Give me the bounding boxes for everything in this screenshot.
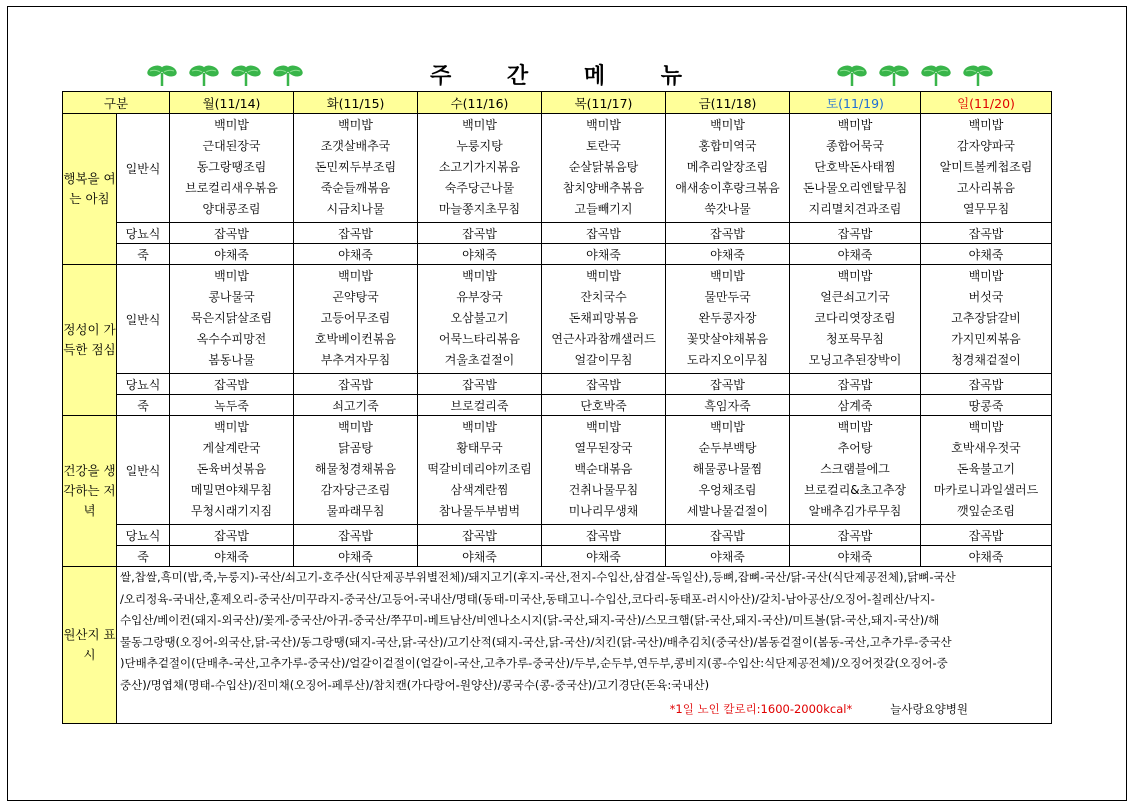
diabetic-cell: 잡곡밥 <box>921 374 1052 395</box>
menu-item-list <box>666 265 789 373</box>
menu-item: 곤약탕국 <box>332 290 379 304</box>
menu-item: 황태무국 <box>456 441 503 455</box>
menu-item: 백미밥 <box>837 269 873 283</box>
menu-item: 고등어무조림 <box>320 311 391 325</box>
porridge-cell: 녹두죽 <box>170 395 294 416</box>
menu-item: 돈나물오리엔탈무침 <box>802 181 908 195</box>
menu-cell <box>542 114 666 223</box>
porridge-row <box>63 395 1052 416</box>
menu-cell <box>921 265 1052 374</box>
menu-item-list <box>542 114 665 222</box>
menu-item-list <box>294 416 417 524</box>
menu-item: 순두부백탕 <box>698 441 757 455</box>
menu-item: 백미밥 <box>338 118 373 132</box>
menu-item: 오삼불고기 <box>450 311 509 325</box>
menu-cell <box>294 265 418 374</box>
diabetic-cell: 잡곡밥 <box>790 223 921 244</box>
menu-item: 죽순들깨볶음 <box>320 181 391 195</box>
sprout-icon <box>230 61 262 87</box>
origin-row <box>63 567 1052 724</box>
porridge-row <box>63 546 1052 567</box>
menu-item: 세발나물겉절이 <box>686 504 769 518</box>
menu-item: 돈육버섯볶음 <box>196 462 267 476</box>
diabetic-cell: 잡곡밥 <box>790 525 921 546</box>
menu-item-list <box>418 265 541 373</box>
menu-item: 겨울초겉절이 <box>444 353 515 367</box>
menu-item: 백미밥 <box>214 118 249 132</box>
menu-item: 양대콩조림 <box>202 202 261 216</box>
menu-cell <box>666 114 790 223</box>
meal-section-label: 행복을 여는 아침 <box>63 114 117 265</box>
menu-item: 백미밥 <box>586 118 621 132</box>
menu-item: 백미밥 <box>968 269 1004 283</box>
menu-item: 얼큰쇠고기국 <box>820 290 890 304</box>
menu-item: 어묵느타리볶음 <box>438 332 521 346</box>
menu-item: 청경채겉절이 <box>951 353 1021 367</box>
porridge-cell: 야채죽 <box>170 546 294 567</box>
menu-item: 백미밥 <box>338 269 373 283</box>
diabetic-cell: 잡곡밥 <box>542 374 666 395</box>
origin-line: 쌀,찹쌀,흑미(밥,죽,누룽지)-국산/쇠고기-호주산(식단제공부위별전체)/돼지고기(후지-국산,전지-수입산,삼겹살-독일산),등뼈,잡뼈-국산/닭-국산(식단제공전체),닭뼈-국산 <box>120 570 956 584</box>
menu-item: 물파래무침 <box>326 504 385 518</box>
diabetic-row <box>63 374 1052 395</box>
calorie-note: *1일 노인 칼로리:1600-2000kcal* <box>669 702 853 716</box>
diabetic-cell: 잡곡밥 <box>921 223 1052 244</box>
menu-item: 조갯살배추국 <box>320 139 391 153</box>
porridge-cell: 야채죽 <box>418 546 542 567</box>
menu-item: 참나물두부범벅 <box>438 504 521 518</box>
origin-line: 물동그랑땡(오징어-외국산,닭-국산)/동그랑땡(돼지-국산,닭-국산)/고기산적(돼지-국산,닭-국산)/치킨(닭-국산)/배추김치(중국산)/봄동겉절이(봄동-국산,고추가루-중국산 <box>120 634 952 649</box>
menu-item: 감자양파국 <box>957 139 1015 153</box>
menu-item: 단호박돈사태찜 <box>814 160 896 174</box>
menu-item: 우엉채조림 <box>698 483 757 497</box>
sprout-icon <box>878 61 910 87</box>
menu-cell <box>666 416 790 525</box>
diabetic-row <box>63 525 1052 546</box>
porridge-cell: 흑임자죽 <box>666 395 790 416</box>
header-day: 월(11/14) <box>170 92 294 114</box>
menu-item: 참치양배추볶음 <box>562 181 645 195</box>
menu-cell <box>542 416 666 525</box>
sprout-decoration-left <box>146 61 304 87</box>
menu-item: 봄동나물 <box>208 353 255 367</box>
menu-cell <box>294 114 418 223</box>
menu-cell <box>790 416 921 525</box>
origin-line: )단배추겉절이(단배추-국산,고추가루-중국산)/얼갈이겉절이(얼갈이-국산,고추가루-중국산)/두부,순두부,연두부,콩비지(콩-수입산:식단제공전체)/오징어젓갈(오징어-중 <box>120 656 948 670</box>
menu-item: 숙주당근나물 <box>444 181 515 195</box>
menu-item: 깻잎순조림 <box>957 504 1015 518</box>
menu-item: 해물콩나물찜 <box>692 462 763 476</box>
menu-item: 백미밥 <box>968 118 1004 132</box>
menu-item: 백미밥 <box>338 420 373 434</box>
porridge-row <box>63 244 1052 265</box>
menu-item: 홍합미역국 <box>698 139 757 153</box>
menu-item: 백미밥 <box>214 420 249 434</box>
porridge-cell: 야채죽 <box>542 546 666 567</box>
menu-item: 백미밥 <box>214 269 249 283</box>
diabetic-cell: 잡곡밥 <box>170 374 294 395</box>
sprout-icon <box>920 61 952 87</box>
porridge-cell: 삼계죽 <box>790 395 921 416</box>
diabetic-cell: 잡곡밥 <box>170 525 294 546</box>
porridge-cell: 야채죽 <box>666 546 790 567</box>
porridge-cell: 야채죽 <box>294 244 418 265</box>
menu-item: 감자당근조림 <box>320 483 391 497</box>
porridge-cell: 야채죽 <box>921 546 1052 567</box>
diabetic-cell: 잡곡밥 <box>418 525 542 546</box>
menu-item: 해물청경채볶음 <box>314 462 397 476</box>
menu-cell <box>921 114 1052 223</box>
meal-section-label: 정성이 가득한 점심 <box>63 265 117 416</box>
menu-item-list <box>542 265 665 373</box>
menu-item: 게살계란국 <box>202 441 261 455</box>
menu-item: 건취나물무침 <box>568 483 639 497</box>
menu-item: 시금치나물 <box>326 202 385 216</box>
header-day: 금(11/18) <box>666 92 790 114</box>
porridge-cell: 야채죽 <box>790 244 921 265</box>
menu-item: 소고기가지볶음 <box>438 160 521 174</box>
header-day: 일(11/20) <box>921 92 1052 114</box>
menu-cell <box>294 416 418 525</box>
origin-line: /오리정육-국내산,훈제오리-중국산/미꾸라지-중국산/고등어-국내산/명태(동태-미국산,동태고니-수입산,코다리-동태포-러시아산)/갈치-남아공산/오징어-칠레산/낙지- <box>120 591 935 606</box>
porridge-cell: 야채죽 <box>542 244 666 265</box>
general-diet-label: 일반식 <box>117 265 170 374</box>
menu-item: 코다리엿장조림 <box>814 311 896 325</box>
menu-item: 청포묵무침 <box>826 332 884 346</box>
menu-cell <box>542 265 666 374</box>
menu-item: 돈육불고기 <box>957 462 1015 476</box>
menu-item: 호박새우젓국 <box>951 441 1021 455</box>
menu-item: 근대된장국 <box>202 139 261 153</box>
menu-item: 물만두국 <box>704 290 751 304</box>
menu-item: 종합어묵국 <box>826 139 884 153</box>
diabetic-cell: 잡곡밥 <box>294 525 418 546</box>
meal-section-label: 건강을 생각하는 저녁 <box>63 416 117 567</box>
menu-item: 삼색계란찜 <box>450 483 509 497</box>
menu-cell <box>170 265 294 374</box>
menu-item: 버섯국 <box>968 290 1004 304</box>
header-day: 목(11/17) <box>542 92 666 114</box>
menu-item: 미나리무생채 <box>568 504 639 518</box>
menu-item: 고추장닭갈비 <box>951 311 1021 325</box>
porridge-diet-label: 죽 <box>117 244 170 265</box>
menu-item: 잔치국수 <box>580 290 627 304</box>
menu-item-list <box>294 114 417 222</box>
porridge-diet-label: 죽 <box>117 395 170 416</box>
porridge-cell: 땅콩죽 <box>921 395 1052 416</box>
menu-item: 부추겨자무침 <box>320 353 391 367</box>
menu-item: 브로컬리&초고추장 <box>803 483 907 497</box>
general-diet-label: 일반식 <box>117 416 170 525</box>
menu-item: 백미밥 <box>710 420 745 434</box>
menu-item: 고들빼기지 <box>574 202 633 216</box>
menu-cell <box>170 416 294 525</box>
porridge-cell: 야채죽 <box>170 244 294 265</box>
menu-item: 알미트볼케첩조림 <box>939 160 1033 174</box>
menu-item: 지리멸치견과조림 <box>808 202 902 216</box>
menu-item: 쑥갓나물 <box>704 202 751 216</box>
porridge-cell: 단호박죽 <box>542 395 666 416</box>
menu-item: 토란국 <box>586 139 621 153</box>
porridge-cell: 브로컬리죽 <box>418 395 542 416</box>
general-diet-label: 일반식 <box>117 114 170 223</box>
menu-item: 백미밥 <box>586 269 621 283</box>
porridge-diet-label: 죽 <box>117 546 170 567</box>
menu-item: 백미밥 <box>462 118 497 132</box>
menu-cell <box>790 265 921 374</box>
origin-footer <box>120 699 1048 721</box>
menu-item-list <box>418 416 541 524</box>
menu-cell <box>170 114 294 223</box>
general-row <box>63 114 1052 223</box>
porridge-cell: 야채죽 <box>666 244 790 265</box>
menu-item: 고사리볶음 <box>957 181 1015 195</box>
menu-item: 백미밥 <box>462 269 497 283</box>
header-day: 토(11/19) <box>790 92 921 114</box>
hospital-name: 늘사랑요양병원 <box>890 702 968 716</box>
menu-item: 백미밥 <box>462 420 497 434</box>
diabetic-cell: 잡곡밥 <box>170 223 294 244</box>
menu-item: 추어탕 <box>837 441 873 455</box>
menu-item: 콩나물국 <box>208 290 255 304</box>
menu-item: 백미밥 <box>968 420 1004 434</box>
menu-item-list <box>790 265 920 373</box>
menu-cell <box>790 114 921 223</box>
menu-item-list <box>921 416 1051 524</box>
origin-line: 수입산/베이컨(돼지-외국산)/꽃게-중국산/아귀-중국산/쭈꾸미-베트남산/비엔나소시지(닭-국산,돼지-국산)/스모크햄(닭-국산,돼지-국산)/미트볼(닭-국산,돼지-국산)/해 <box>120 613 940 627</box>
diabetic-cell: 잡곡밥 <box>542 223 666 244</box>
diabetic-row <box>63 223 1052 244</box>
porridge-cell: 야채죽 <box>790 546 921 567</box>
menu-cell <box>418 416 542 525</box>
menu-item: 도라지오이무침 <box>686 353 769 367</box>
menu-item: 모닝고추된장박이 <box>808 353 902 367</box>
menu-cell <box>921 416 1052 525</box>
menu-item: 열무무침 <box>962 202 1010 216</box>
diabetic-cell: 잡곡밥 <box>542 525 666 546</box>
menu-item: 닭곰탕 <box>338 441 373 455</box>
sprout-icon <box>962 61 994 87</box>
porridge-cell: 야채죽 <box>418 244 542 265</box>
menu-item-list <box>418 114 541 222</box>
menu-item: 묵은지닭살조림 <box>190 311 273 325</box>
diabetic-cell: 잡곡밥 <box>294 374 418 395</box>
header-category: 구분 <box>63 92 170 114</box>
menu-item-list <box>921 114 1051 222</box>
menu-item: 백순대볶음 <box>574 462 633 476</box>
sprout-icon <box>188 61 220 87</box>
menu-item: 완두콩자장 <box>698 311 757 325</box>
page-title: 주 간 메 뉴 <box>430 64 706 89</box>
menu-item: 스크램블에그 <box>820 462 890 476</box>
menu-item-list <box>294 265 417 373</box>
header-day: 화(11/15) <box>294 92 418 114</box>
menu-item: 애새송이후랑크볶음 <box>675 181 780 195</box>
diabetic-cell: 잡곡밥 <box>294 223 418 244</box>
menu-item-list <box>666 416 789 524</box>
menu-item: 옥수수피망전 <box>196 332 267 346</box>
diabetic-cell: 잡곡밥 <box>790 374 921 395</box>
menu-item: 백미밥 <box>837 420 873 434</box>
menu-item: 메밀면야채무침 <box>190 483 273 497</box>
porridge-cell: 야채죽 <box>294 546 418 567</box>
diabetic-cell: 잡곡밥 <box>921 525 1052 546</box>
diabetic-diet-label: 당뇨식 <box>117 374 170 395</box>
diabetic-diet-label: 당뇨식 <box>117 223 170 244</box>
menu-item: 동그랑땡조림 <box>196 160 267 174</box>
menu-item: 열무된장국 <box>574 441 633 455</box>
menu-cell <box>666 265 790 374</box>
menu-item: 백미밥 <box>837 118 873 132</box>
menu-item: 백미밥 <box>710 269 745 283</box>
diabetic-cell: 잡곡밥 <box>666 223 790 244</box>
porridge-cell: 야채죽 <box>921 244 1052 265</box>
diabetic-diet-label: 당뇨식 <box>117 525 170 546</box>
menu-item-list <box>170 114 293 222</box>
weekly-menu-table <box>62 91 1052 724</box>
general-row <box>63 265 1052 374</box>
porridge-cell: 쇠고기죽 <box>294 395 418 416</box>
origin-label: 원산지 표시 <box>63 567 117 724</box>
menu-item: 돈채피망볶음 <box>568 311 639 325</box>
menu-item: 누룽지탕 <box>456 139 503 153</box>
menu-item: 백미밥 <box>710 118 745 132</box>
menu-item: 마늘쫑지초무침 <box>438 202 521 216</box>
menu-item-list <box>170 265 293 373</box>
menu-item-list <box>170 416 293 524</box>
menu-item-list <box>921 265 1051 373</box>
diabetic-cell: 잡곡밥 <box>666 374 790 395</box>
origin-content <box>117 567 1052 724</box>
menu-item: 꽃맛살야채볶음 <box>686 332 769 346</box>
menu-item: 마카로니과일샐러드 <box>933 483 1039 497</box>
menu-item-list <box>542 416 665 524</box>
menu-item-list <box>666 114 789 222</box>
menu-item: 가지민찌볶음 <box>951 332 1021 346</box>
menu-cell <box>418 114 542 223</box>
menu-item: 호박베이컨볶음 <box>314 332 397 346</box>
menu-item: 백미밥 <box>586 420 621 434</box>
menu-item: 알배추김가루무침 <box>808 504 902 518</box>
diabetic-cell: 잡곡밥 <box>666 525 790 546</box>
menu-item: 메추리알장조림 <box>686 160 769 174</box>
sprout-icon <box>272 61 304 87</box>
menu-item-list <box>790 114 920 222</box>
menu-item-list <box>790 416 920 524</box>
origin-line: 중산)/명엽채(명태-수입산)/진미채(오징어-페루산)/참치캔(가다랑어-원양산)/콩국수(콩-중국산)/고기경단(돈육:국내산) <box>120 677 710 692</box>
header-row <box>63 92 1052 114</box>
menu-item: 얼갈이무침 <box>574 353 633 367</box>
menu-item: 유부장국 <box>456 290 503 304</box>
sprout-decoration-right <box>836 61 994 87</box>
menu-item: 연근사과참깨샐러드 <box>551 332 656 346</box>
menu-cell <box>418 265 542 374</box>
menu-item: 순살닭볶음탕 <box>568 160 639 174</box>
diabetic-cell: 잡곡밥 <box>418 223 542 244</box>
sprout-icon <box>146 61 178 87</box>
menu-item: 브로컬리새우볶음 <box>185 181 278 195</box>
general-row <box>63 416 1052 525</box>
diabetic-cell: 잡곡밥 <box>418 374 542 395</box>
menu-item: 떡갈비데리야끼조림 <box>427 462 532 476</box>
header-day: 수(11/16) <box>418 92 542 114</box>
menu-item: 돈민찌두부조림 <box>314 160 397 174</box>
sprout-icon <box>836 61 868 87</box>
menu-item: 무청시래기지짐 <box>190 504 273 518</box>
